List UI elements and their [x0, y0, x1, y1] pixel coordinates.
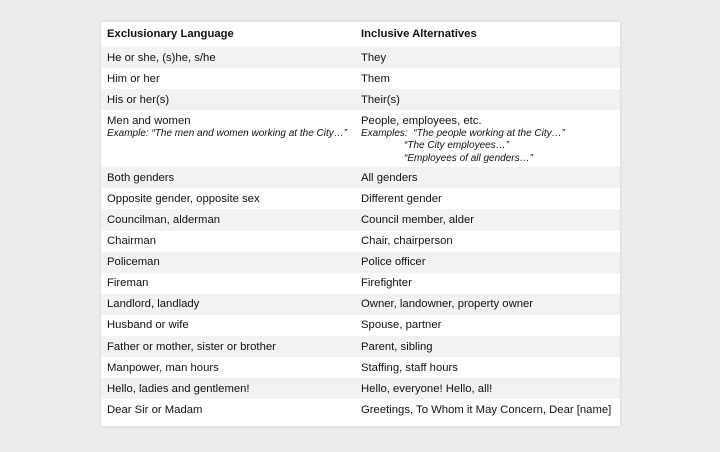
inclusive-cell: They: [355, 47, 620, 68]
inclusive-cell: Them: [361, 72, 390, 85]
table-row: [101, 315, 620, 336]
exclusionary-cell: [101, 110, 355, 167]
header-exclusionary: Exclusionary Language: [107, 28, 234, 40]
inclusive-example: “The City employees…”: [404, 140, 510, 152]
table-row: [101, 336, 620, 357]
inclusive-cell: Greetings, To Whom it May Concern, Dear [name]: [361, 403, 612, 416]
inclusive-cell: Spouse, partner: [361, 319, 442, 332]
exclusionary-term: Men and women: [107, 114, 191, 127]
table-row: [101, 209, 620, 230]
table-row: [101, 294, 620, 315]
examples-label: Examples:: [361, 127, 408, 139]
table-row: [101, 188, 620, 209]
exclusionary-cell: Both genders: [101, 167, 355, 188]
inclusive-cell: Council member, alder: [355, 209, 620, 230]
exclusionary-cell: His or her(s): [101, 89, 355, 110]
inclusive-cell: Staffing, staff hours: [361, 361, 458, 374]
inclusive-cell: Parent, sibling: [355, 336, 620, 357]
exclusionary-cell: He or she, (s)he, s/he: [101, 47, 355, 68]
inclusive-cell: Police officer: [355, 252, 620, 273]
inclusive-cell: [355, 110, 620, 167]
inclusive-example: “The people working at the City…”: [413, 127, 565, 139]
exclusionary-cell: Dear Sir or Madam: [107, 403, 203, 416]
language-table-card: [101, 22, 620, 426]
exclusionary-cell: Husband or wife: [107, 319, 189, 332]
inclusive-cell: Different gender: [361, 192, 442, 205]
table-row: [101, 273, 620, 294]
table-row: [101, 357, 620, 378]
exclusionary-cell: Landlord, landlady: [101, 294, 355, 315]
inclusive-cell: Hello, everyone! Hello, all!: [355, 378, 620, 399]
table-row: [101, 110, 620, 167]
inclusive-cell: Firefighter: [361, 277, 412, 290]
table-header-row: [101, 22, 620, 47]
table-row: [101, 68, 620, 89]
inclusive-example: “Employees of all genders…”: [404, 152, 533, 164]
exclusionary-cell: Councilman, alderman: [101, 209, 355, 230]
inclusive-cell: Owner, landowner, property owner: [355, 294, 620, 315]
inclusive-cell: All genders: [355, 167, 620, 188]
table-row: [101, 378, 620, 399]
exclusionary-cell: Fireman: [107, 277, 149, 290]
inclusive-language-table: [101, 22, 620, 420]
inclusive-cell: Chair, chairperson: [361, 235, 453, 248]
exclusionary-cell: Father or mother, sister or brother: [101, 336, 355, 357]
exclusionary-cell: Hello, ladies and gentlemen!: [101, 378, 355, 399]
inclusive-example-line: [361, 128, 620, 141]
table-row: [101, 89, 620, 110]
inclusive-cell: Their(s): [355, 89, 620, 110]
exclusionary-example: Example: “The men and women working at the City…”: [107, 127, 348, 139]
header-inclusive: Inclusive Alternatives: [361, 28, 477, 40]
table-row: [101, 47, 620, 68]
exclusionary-cell: Him or her: [107, 72, 160, 85]
table-row: [101, 167, 620, 188]
table-row: [101, 231, 620, 252]
exclusionary-cell: Manpower, man hours: [107, 361, 219, 374]
inclusive-term: People, employees, etc.: [361, 114, 482, 127]
exclusionary-cell: Policeman: [101, 252, 355, 273]
table-row: [101, 399, 620, 420]
table-row: [101, 252, 620, 273]
exclusionary-cell: Opposite gender, opposite sex: [107, 192, 260, 205]
exclusionary-cell: Chairman: [107, 235, 156, 248]
